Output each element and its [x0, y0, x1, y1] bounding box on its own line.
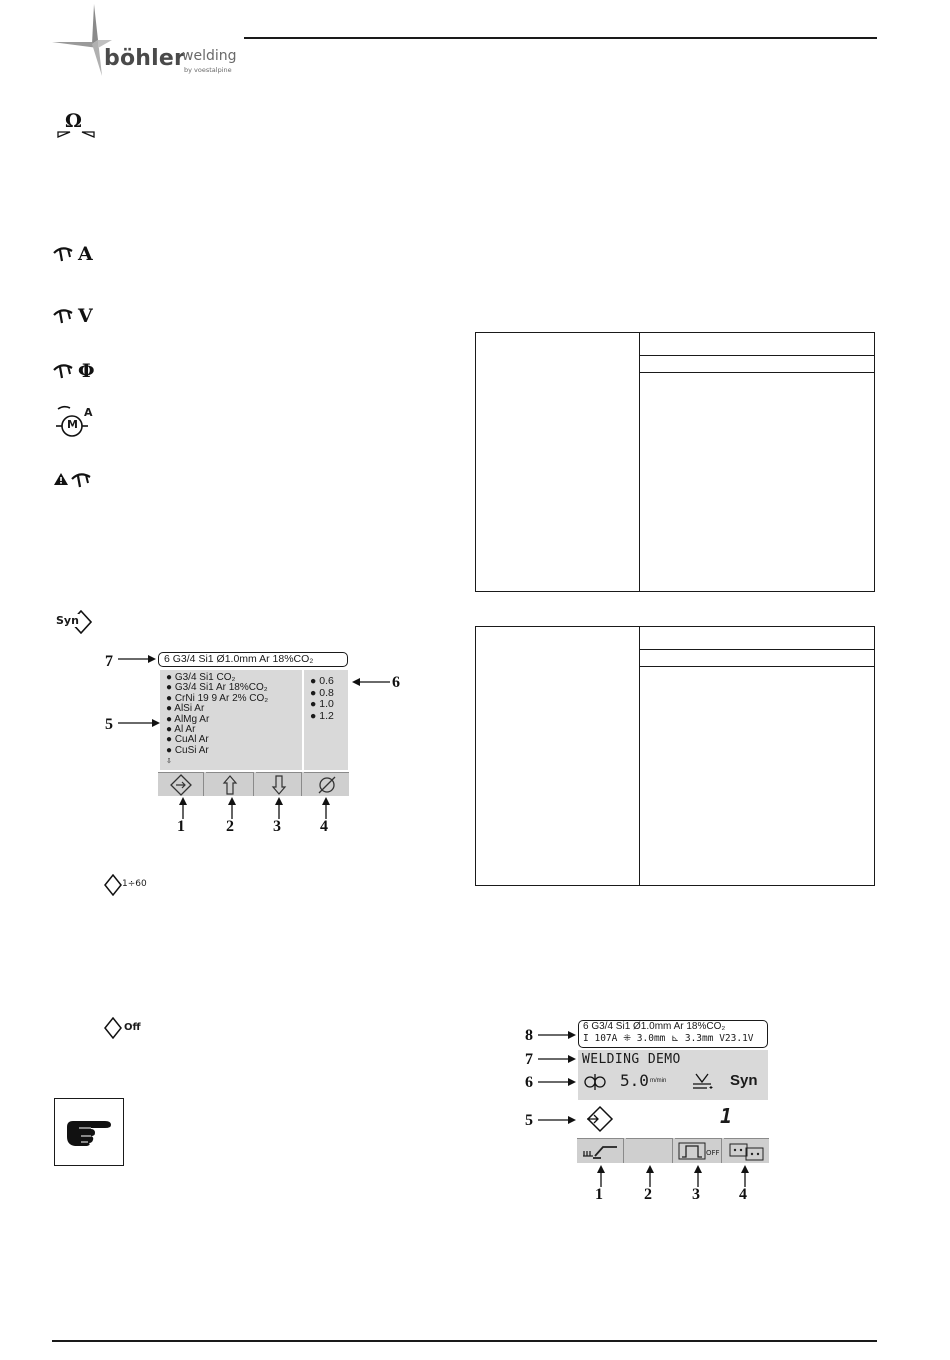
screen1-title-bar	[158, 652, 348, 667]
arrow-down-icon	[271, 774, 287, 796]
program-range-symbol: 1÷60	[104, 874, 154, 896]
list-item[interactable]: ● Al Ar	[166, 724, 196, 736]
callout-1: 1	[177, 818, 185, 835]
callout-2: 2	[226, 818, 234, 835]
arrow-right-icon	[538, 1028, 578, 1042]
wire-speed-icon: ⁜	[623, 1033, 632, 1044]
screen1-title: 6 G3/4 Si1 Ø1.0mm Ar 18%CO₂	[164, 653, 314, 665]
diamond-icon	[104, 1017, 122, 1039]
diameter-button[interactable]	[304, 772, 349, 796]
list-item[interactable]: ● CuSi Ar	[166, 744, 209, 756]
panel-settings-icon	[729, 1141, 765, 1161]
screen1-button-bar	[158, 772, 349, 796]
material-list	[160, 670, 302, 770]
arrow-up-icon	[176, 797, 190, 819]
callout-3: 3	[692, 1186, 700, 1203]
list-item[interactable]: ● CuAl Ar	[166, 734, 209, 746]
list-item[interactable]: ● 0.6	[310, 675, 334, 687]
diamond-icon	[104, 874, 122, 896]
list-item[interactable]: ● 1.2	[310, 709, 334, 722]
arrow-up-icon	[738, 1165, 752, 1187]
torch-voltage-symbol: V	[52, 305, 100, 327]
list-item[interactable]: ● AlMg Ar	[166, 713, 210, 725]
brand-tagline: by voestalpine	[184, 66, 232, 74]
arrow-right-icon	[118, 652, 158, 666]
syn-label: Syn	[730, 1072, 758, 1089]
warning-torch-symbol	[54, 470, 98, 490]
settings-button[interactable]	[724, 1138, 769, 1163]
callout-1: 1	[595, 1186, 603, 1203]
torch-icon	[52, 362, 76, 380]
trigger-mode-icon	[678, 1142, 720, 1160]
list-item[interactable]: ● AlSi Ar	[166, 703, 205, 715]
mig-torch-icon	[581, 1142, 621, 1160]
brand-suffix: welding	[182, 48, 237, 64]
omega-icon: Ω	[65, 110, 82, 132]
scroll-down-icon: ⇩	[166, 757, 172, 765]
up-button[interactable]	[206, 772, 254, 796]
pointing-hand-icon	[65, 1117, 113, 1147]
arrow-up-icon	[222, 774, 238, 796]
program-number: 1	[720, 1104, 733, 1128]
list-item[interactable]: ● 1.0	[310, 698, 334, 710]
arrow-up-icon	[594, 1165, 608, 1187]
down-button[interactable]	[256, 772, 302, 796]
arrow-up-icon	[643, 1165, 657, 1187]
list-item[interactable]: ● G3/4 Si1 Ar 18%CO₂	[166, 682, 268, 694]
diamond-arrow-icon	[170, 774, 192, 796]
callout-7: 7	[105, 653, 113, 670]
callout-8: 8	[525, 1027, 533, 1044]
screen2-main-panel	[578, 1050, 768, 1100]
callout-4: 4	[320, 818, 328, 835]
wire-feed-icon	[584, 1074, 606, 1090]
thickness-torch-icon	[692, 1072, 714, 1090]
empty-table-2	[475, 626, 875, 886]
confirm-button[interactable]	[158, 772, 204, 796]
thickness-icon: ⊾	[671, 1033, 680, 1044]
arrow-left-icon	[350, 675, 390, 689]
arrow-up-icon	[225, 797, 239, 819]
program-off-symbol: Off	[104, 1017, 154, 1039]
brand-name: böhler	[104, 46, 186, 71]
screen2-line2: I 107A ⁜ 3.0mm ⊾ 3.3mm V23.1V	[583, 1033, 754, 1044]
arrow-right-icon	[538, 1113, 578, 1127]
arrow-up-icon	[319, 797, 333, 819]
callout-7: 7	[525, 1051, 533, 1068]
speed-unit: m/min	[650, 1078, 667, 1084]
torch-current-symbol: A	[52, 243, 100, 265]
note-box	[54, 1098, 124, 1166]
diameter-list	[304, 670, 348, 770]
torch-icon	[52, 245, 76, 263]
mode-label: WELDING DEMO	[582, 1052, 681, 1067]
resistance-symbol	[56, 112, 96, 138]
arrow-up-icon	[691, 1165, 705, 1187]
diameter-icon	[316, 774, 338, 796]
callout-5: 5	[105, 716, 113, 733]
program-diamond-icon	[586, 1105, 614, 1133]
motor-current-symbol: M A	[52, 405, 96, 439]
callout-6: 6	[392, 674, 400, 691]
trigger-mode-button[interactable]	[675, 1138, 722, 1163]
logo-star-icon	[52, 4, 112, 76]
header-rule	[244, 37, 877, 39]
callout-5: 5	[525, 1112, 533, 1129]
empty-table-1	[475, 332, 875, 592]
speed-value: 5.0	[620, 1071, 649, 1090]
screen2-info-bar	[578, 1020, 768, 1048]
list-item[interactable]: ● G3/4 Si1 CO₂	[166, 672, 236, 683]
arrow-right-icon	[118, 716, 162, 730]
screen2-button-bar	[577, 1138, 769, 1163]
list-item[interactable]: ● 0.8	[310, 686, 334, 699]
arrow-right-icon	[538, 1075, 578, 1089]
svg-text:OFF: OFF	[706, 1149, 720, 1157]
arrow-right-icon	[538, 1052, 578, 1066]
torch-icon	[52, 307, 76, 325]
callout-4: 4	[739, 1186, 747, 1203]
arrow-up-icon	[272, 797, 286, 819]
callout-3: 3	[273, 818, 281, 835]
syn-symbol: Syn	[54, 608, 94, 636]
footer-rule	[52, 1340, 877, 1342]
torch-phase-symbol: Φ	[52, 360, 102, 382]
list-item[interactable]: ● CrNi 19 9 Ar 2% CO₂	[166, 692, 269, 704]
callout-2: 2	[644, 1186, 652, 1203]
blank-button[interactable]	[626, 1138, 673, 1163]
callout-6: 6	[525, 1074, 533, 1091]
process-button[interactable]	[577, 1138, 624, 1163]
screen2-line1: 6 G3/4 Si1 Ø1.0mm Ar 18%CO₂	[583, 1021, 726, 1032]
